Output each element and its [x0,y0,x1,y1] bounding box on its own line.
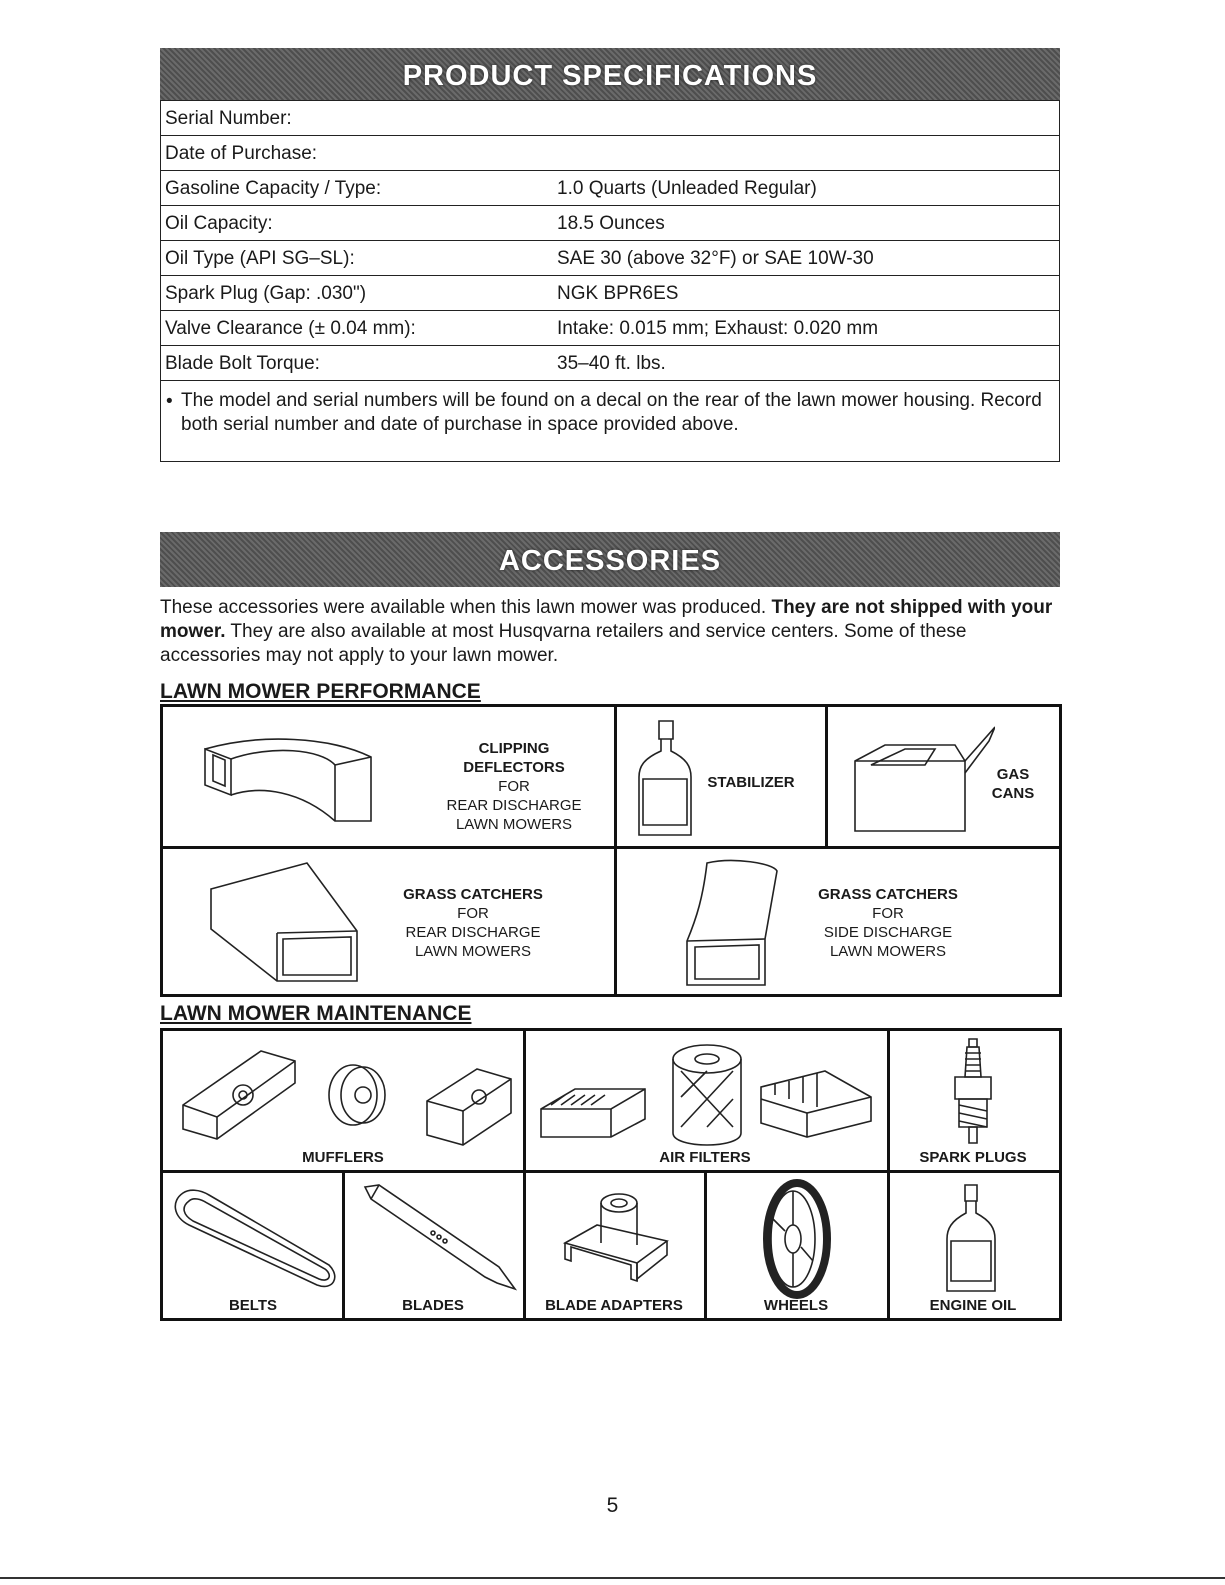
spec-label: Blade Bolt Torque: [165,353,320,374]
rear-grass-catchers-caption [378,885,568,961]
specifications-title: PRODUCT SPECIFICATIONS [402,60,818,92]
side-grass-catchers-caption [793,885,983,961]
rear-grass-catcher-illustration [207,859,367,987]
spark-plugs-caption: SPARK PLUGS [919,1149,1027,1166]
spec-value: 18.5 Ounces [557,213,665,234]
spec-value: Intake: 0.015 mm; Exhaust: 0.020 mm [557,318,879,339]
spark-plug-illustration [943,1037,1003,1149]
spec-label: Date of Purchase: [165,143,318,164]
accessories-intro [160,596,1060,668]
intro-text-continued: They are also available at most Husqvarna retailers and service centers. Some of these accessories may not apply to your lawn mower. [160,621,967,666]
blade-illustration [359,1179,519,1295]
belts-caption: BELTS [228,1297,278,1314]
stabilizer-caption: STABILIZER [707,774,795,791]
spec-row [161,170,1059,205]
specifications-banner [160,48,1060,100]
spec-row [161,135,1059,170]
footer-line [0,1577,1225,1579]
spec-note-text: The model and serial numbers will be found on a decal on the rear of the lawn mower housing. Record both serial number and date of purchase in space provided above. [181,390,1042,435]
spec-row [161,310,1059,345]
mufflers-caption: MUFFLERS [302,1149,384,1166]
caption-line: FOR [498,778,530,795]
accessories-title: ACCESSORIES [498,545,722,577]
caption-line: DEFLECTORS [463,759,565,776]
caption-line: GAS [996,766,1030,783]
spec-row [161,100,1059,135]
divider [523,1031,526,1318]
caption-line: GRASS CATCHERS [403,886,543,903]
intro-text: These accessories were available when this lawn mower was produced. [160,597,772,618]
wheels-caption: WHEELS [763,1297,829,1314]
divider [163,846,1059,849]
blades-caption: BLADES [402,1297,464,1314]
belts-illustration [169,1181,341,1297]
specifications-table [160,100,1060,462]
spec-row [161,275,1059,310]
divider [342,1171,345,1318]
caption-line: LAWN MOWERS [829,943,947,960]
side-grass-catcher-illustration [673,857,783,989]
spec-label: Oil Type (API SG–SL): [165,248,355,269]
divider [614,707,617,994]
spec-note [161,380,1059,461]
caption-line: GRASS CATCHERS [818,886,958,903]
spec-value: NGK BPR6ES [557,283,679,304]
mufflers-illustration [177,1041,517,1149]
maintenance-heading: LAWN MOWER MAINTENANCE [160,1002,472,1025]
blade-adapter-illustration [557,1187,677,1287]
performance-grid [160,704,1062,997]
engine-oil-caption: ENGINE OIL [929,1297,1017,1314]
caption-line: REAR DISCHARGE [405,924,541,941]
caption-line: CLIPPING [478,740,550,757]
stabilizer-bottle-illustration [631,717,701,839]
wheel-illustration [755,1179,839,1299]
spec-value: SAE 30 (above 32°F) or SAE 10W-30 [557,248,874,269]
spec-label: Valve Clearance (± 0.04 mm): [165,318,416,339]
divider [704,1171,707,1318]
divider [825,707,828,847]
page-number: 5 [606,1494,619,1517]
spec-label: Spark Plug (Gap: .030") [165,283,367,304]
spec-row [161,205,1059,240]
caption-line: FOR [457,905,489,922]
spec-value: 35–40 ft. lbs. [557,353,666,374]
air-filters-illustration [535,1037,879,1149]
spec-row [161,345,1059,380]
maintenance-grid [160,1028,1062,1321]
caption-line: SIDE DISCHARGE [823,924,953,941]
bullet: • [166,391,173,412]
spec-label: Gasoline Capacity / Type: [165,178,382,199]
clipping-deflector-illustration [201,729,381,825]
divider [887,1031,890,1318]
caption-line: FOR [872,905,904,922]
spec-value: 1.0 Quarts (Unleaded Regular) [557,178,817,199]
accessories-banner [160,532,1060,587]
divider [163,1170,1059,1173]
caption-line: REAR DISCHARGE [446,797,582,814]
gas-cans-caption [979,765,1047,803]
spec-label: Serial Number: [165,108,292,129]
blade-adapters-caption: BLADE ADAPTERS [545,1297,683,1314]
engine-oil-illustration [939,1181,1003,1295]
clipping-deflectors-caption [419,739,609,834]
spec-label: Oil Capacity: [165,213,273,234]
intro-bold-text: They are not shipped with your mower. [160,597,1053,642]
caption-line: LAWN MOWERS [455,816,573,833]
performance-heading: LAWN MOWER PERFORMANCE [160,680,481,703]
gas-can-illustration [845,721,995,837]
spec-row [161,240,1059,275]
air-filters-caption: AIR FILTERS [659,1149,751,1166]
caption-line: CANS [991,785,1035,802]
caption-line: LAWN MOWERS [414,943,532,960]
